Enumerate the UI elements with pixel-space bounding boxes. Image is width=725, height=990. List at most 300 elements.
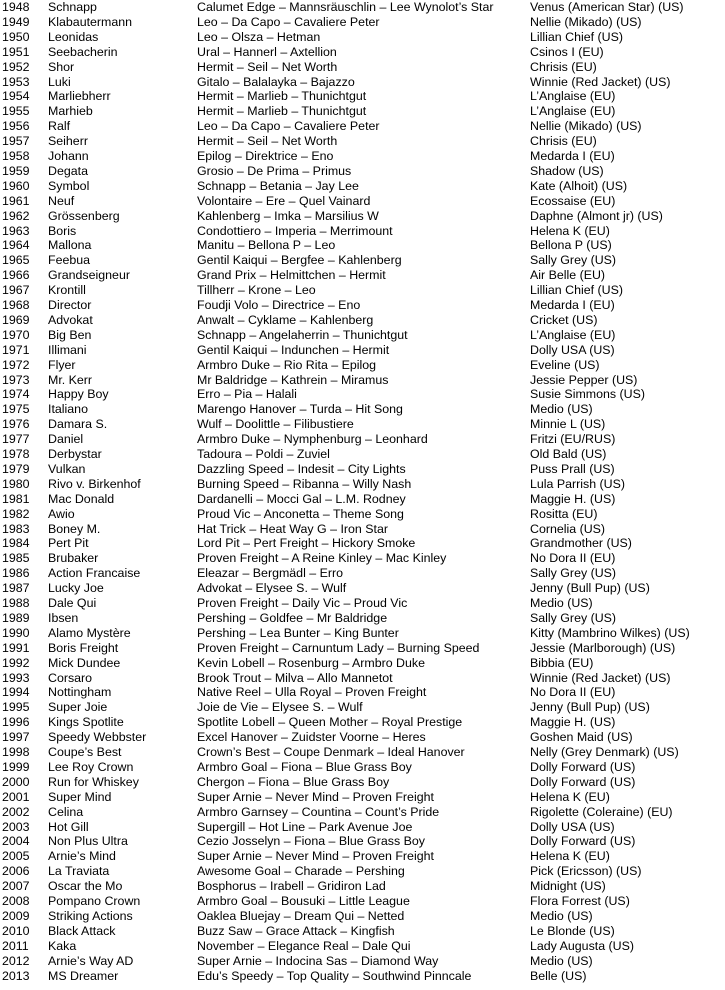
year-cell: 1963 xyxy=(2,223,30,238)
dam-line-cell: Kitty (Mambrino Wilkes) (US) xyxy=(530,625,690,640)
dam-line-cell: Maggie H. (US) xyxy=(530,715,616,730)
dam-line-cell: Jessie Pepper (US) xyxy=(530,372,638,387)
horse-name-cell: Leonidas xyxy=(48,29,99,44)
horse-name-cell: Non Plus Ultra xyxy=(48,834,128,849)
dam-line-cell: No Dora II (EU) xyxy=(530,685,616,700)
year-cell: 1989 xyxy=(2,610,30,625)
year-cell: 1970 xyxy=(2,327,30,342)
year-cell: 1976 xyxy=(2,417,30,432)
horse-name-cell: Marliebherr xyxy=(48,89,111,104)
horse-name-cell: Kings Spotlite xyxy=(48,715,124,730)
dam-line-cell: Le Blonde (US) xyxy=(530,923,615,938)
year-cell: 1949 xyxy=(2,14,30,29)
pedigree-cell: Super Arnie – Never Mind – Proven Freight xyxy=(197,789,434,804)
year-cell: 1972 xyxy=(2,357,30,372)
table-row xyxy=(0,685,725,700)
year-cell: 1990 xyxy=(2,625,30,640)
horse-name-cell: Kaka xyxy=(48,938,77,953)
horse-name-cell: Lucky Joe xyxy=(48,581,104,596)
horse-name-cell: Boris Freight xyxy=(48,640,119,655)
horse-name-cell: Awio xyxy=(48,506,75,521)
dam-line-cell: Ecossaise (EU) xyxy=(530,193,616,208)
dam-line-cell: Nellie (Mikado) (US) xyxy=(530,119,642,134)
pedigree-cell: Foudji Volo – Directrice – Eno xyxy=(197,298,361,312)
year-cell: 1994 xyxy=(2,685,30,700)
year-cell: 2012 xyxy=(2,953,30,968)
table-row xyxy=(0,134,725,149)
horse-name-cell: La Traviata xyxy=(48,864,110,879)
year-cell: 1979 xyxy=(2,461,30,476)
pedigree-cell: Grand Prix – Helmittchen – Hermit xyxy=(197,268,386,283)
pedigree-cell: Kahlenberg – Imka – Marsilius W xyxy=(197,208,379,223)
dam-line-cell: L’Anglaise (EU) xyxy=(530,327,616,342)
pedigree-cell: Armbro Duke – Nymphenburg – Leonhard xyxy=(197,432,428,447)
horse-name-cell: Hot Gill xyxy=(48,819,89,834)
pedigree-cell: Joie de Vie – Elysee S. – Wulf xyxy=(197,700,363,715)
horse-name-cell: Vulkan xyxy=(48,461,86,476)
table-row xyxy=(0,298,725,313)
pedigree-cell: Pershing – Goldfee – Mr Baldridge xyxy=(197,610,388,625)
table-row xyxy=(0,522,725,537)
dam-line-cell: Dolly USA (US) xyxy=(530,819,615,834)
table-row xyxy=(0,954,725,969)
dam-line-cell: Susie Simmons (US) xyxy=(530,387,645,402)
horse-name-cell: Celina xyxy=(48,804,84,819)
table-row xyxy=(0,760,725,775)
pedigree-cell: Gitalo – Balalayka – Bajazzo xyxy=(197,74,355,89)
year-cell: 1981 xyxy=(2,491,30,506)
dam-line-cell: Nelly (Grey Denmark) (US) xyxy=(530,745,679,759)
horse-name-cell: Corsaro xyxy=(48,670,93,685)
dam-line-cell: Dolly Forward (US) xyxy=(530,774,636,789)
table-row xyxy=(0,30,725,45)
horse-name-cell: Mallona xyxy=(48,238,92,253)
pedigree-cell: Condottiero – Imperia – Merrimount xyxy=(197,223,393,238)
dam-line-cell: Sally Grey (US) xyxy=(530,610,617,625)
table-row xyxy=(0,879,725,894)
year-cell: 1997 xyxy=(2,730,30,745)
pedigree-cell: Awesome Goal – Charade – Pershing xyxy=(197,864,405,879)
pedigree-cell: Edu’s Speedy – Top Quality – Southwind Pinncale xyxy=(197,968,472,983)
horse-name-cell: Damara S. xyxy=(48,417,108,432)
table-row xyxy=(0,358,725,373)
dam-line-cell: Helena K (EU) xyxy=(530,223,610,238)
table-row xyxy=(0,209,725,224)
table-row xyxy=(0,834,725,849)
horse-name-cell: Lee Roy Crown xyxy=(48,759,134,774)
horse-name-cell: Luki xyxy=(48,74,71,89)
year-cell: 1957 xyxy=(2,134,30,149)
dam-line-cell: Venus (American Star) (US) xyxy=(530,0,684,14)
pedigree-cell: Lord Pit – Pert Freight – Hickory Smoke xyxy=(197,536,416,551)
horse-name-cell: Klabautermann xyxy=(48,14,133,29)
horse-name-cell: Grössenberg xyxy=(48,208,120,223)
dam-line-cell: Dolly Forward (US) xyxy=(530,834,636,849)
pedigree-cell: Leo – Olsza – Hetman xyxy=(197,29,321,44)
horse-name-cell: Advokat xyxy=(48,312,93,327)
year-cell: 1964 xyxy=(2,238,30,253)
table-row xyxy=(0,402,725,417)
table-row xyxy=(0,656,725,671)
table-row xyxy=(0,164,725,179)
table-row xyxy=(0,969,725,984)
horse-name-cell: Flyer xyxy=(48,357,76,372)
horse-name-cell: Director xyxy=(48,298,92,312)
table-row xyxy=(0,805,725,820)
pedigree-cell: Armbro Goal – Fiona – Blue Grass Boy xyxy=(197,759,412,774)
pedigree-cell: Hermit – Seil – Net Worth xyxy=(197,134,338,149)
pedigree-cell: Grosio – De Prima – Primus xyxy=(197,163,352,178)
pedigree-cell: Supergill – Hot Line – Park Avenue Joe xyxy=(197,819,413,834)
dam-line-cell: Fritzi (EU/RUS) xyxy=(530,432,616,447)
table-row xyxy=(0,566,725,581)
pedigree-cell: Proven Freight – A Reine Kinley – Mac Kinley xyxy=(197,551,447,566)
dam-line-cell: Winnie (Red Jacket) (US) xyxy=(530,74,671,89)
table-row xyxy=(0,775,725,790)
pedigree-cell: Chergon – Fiona – Blue Grass Boy xyxy=(197,774,390,789)
dam-line-cell: Pick (Ericsson) (US) xyxy=(530,864,642,879)
dam-line-cell: Flora Forrest (US) xyxy=(530,894,630,908)
table-row xyxy=(0,75,725,90)
year-cell: 2000 xyxy=(2,774,30,789)
horse-name-cell: Arnie’s Mind xyxy=(48,849,116,864)
pedigree-cell: Oaklea Bluejay – Dream Qui – Netted xyxy=(197,908,405,923)
pedigree-cell: Armbro Goal – Bousuki – Little League xyxy=(197,894,410,908)
table-row xyxy=(0,328,725,343)
year-cell: 1975 xyxy=(2,402,30,417)
dam-line-cell: Eveline (US) xyxy=(530,357,600,372)
table-row xyxy=(0,119,725,134)
pedigree-cell: Burning Speed – Ribanna – Willy Nash xyxy=(197,476,412,491)
dam-line-cell: Minnie L (US) xyxy=(530,417,606,432)
year-cell: 2009 xyxy=(2,908,30,923)
pedigree-cell: Manitu – Bellona P – Leo xyxy=(197,238,336,253)
pedigree-cell: Volontaire – Ere – Quel Vainard xyxy=(197,193,371,208)
dam-line-cell: Bellona P (US) xyxy=(530,238,612,253)
pedigree-cell: Super Arnie – Never Mind – Proven Freight xyxy=(197,849,434,864)
year-cell: 1984 xyxy=(2,536,30,551)
pedigree-cell: Dazzling Speed – Indesit – City Lights xyxy=(197,461,406,476)
year-cell: 1974 xyxy=(2,387,30,402)
dam-line-cell: Helena K (EU) xyxy=(530,849,610,864)
dam-line-cell: L’Anglaise (EU) xyxy=(530,89,616,104)
pedigree-cell: Cezio Josselyn – Fiona – Blue Grass Boy xyxy=(197,834,425,849)
year-cell: 1967 xyxy=(2,283,30,298)
table-row xyxy=(0,641,725,656)
dam-line-cell: L’Anglaise (EU) xyxy=(530,104,616,119)
pedigree-cell: Tadoura – Poldi – Zuviel xyxy=(197,447,330,461)
year-cell: 1986 xyxy=(2,566,30,581)
dam-line-cell: Lula Parrish (US) xyxy=(530,476,626,491)
horse-name-cell: Krontill xyxy=(48,283,86,298)
pedigree-cell: Armbro Garnsey – Countina – Count’s Pride xyxy=(197,804,440,819)
pedigree-cell: Super Arnie – Indocina Sas – Diamond Way xyxy=(197,953,439,968)
table-row xyxy=(0,626,725,641)
horse-name-cell: Shor xyxy=(48,59,75,74)
year-cell: 1948 xyxy=(2,0,30,14)
horse-name-cell: Nottingham xyxy=(48,685,112,700)
horse-name-cell: Boris xyxy=(48,223,77,238)
horse-name-cell: Degata xyxy=(48,163,88,178)
horse-name-cell: Ibsen xyxy=(48,610,79,625)
pedigree-cell: Calumet Edge – Mannsräuschlin – Lee Wynolot’s Star xyxy=(197,0,494,14)
dam-line-cell: Winnie (Red Jacket) (US) xyxy=(530,670,671,685)
table-row xyxy=(0,343,725,358)
year-cell: 1958 xyxy=(2,149,30,163)
table-row xyxy=(0,894,725,909)
dam-line-cell: Jenny (Bull Pup) (US) xyxy=(530,581,650,596)
pedigree-cell: Wulf – Doolittle – Filibustiere xyxy=(197,417,354,432)
dam-line-cell: Medarda I (EU) xyxy=(530,149,615,163)
horse-name-cell: Black Attack xyxy=(48,923,116,938)
horse-name-cell: Daniel xyxy=(48,432,84,447)
year-cell: 1991 xyxy=(2,640,30,655)
year-cell: 1955 xyxy=(2,104,30,119)
year-cell: 1953 xyxy=(2,74,30,89)
horse-name-cell: MS Dreamer xyxy=(48,968,119,983)
pedigree-cell: Hermit – Marlieb – Thunichtgut xyxy=(197,89,367,104)
dam-line-cell: Lady Augusta (US) xyxy=(530,938,635,953)
dam-line-cell: Lillian Chief (US) xyxy=(530,29,623,44)
table-row xyxy=(0,89,725,104)
horse-name-cell: Striking Actions xyxy=(48,908,133,923)
pedigree-cell: Kevin Lobell – Rosenburg – Armbro Duke xyxy=(197,655,425,670)
dam-line-cell: Dolly USA (US) xyxy=(530,342,615,357)
horse-name-cell: Coupe’s Best xyxy=(48,745,122,759)
dam-line-cell: Grandmother (US) xyxy=(530,536,632,551)
table-row xyxy=(0,715,725,730)
year-cell: 2013 xyxy=(2,968,30,983)
pedigree-cell: Mr Baldridge – Kathrein – Miramus xyxy=(197,372,389,387)
year-cell: 1971 xyxy=(2,342,30,357)
dam-line-cell: Goshen Maid (US) xyxy=(530,730,633,745)
pedigree-cell: Erro – Pia – Halali xyxy=(197,387,297,402)
horse-name-cell: Feebua xyxy=(48,253,91,268)
dam-line-cell: Bibbia (EU) xyxy=(530,655,594,670)
dam-line-cell: Shadow (US) xyxy=(530,163,604,178)
year-cell: 1985 xyxy=(2,551,30,566)
table-row xyxy=(0,581,725,596)
table-row xyxy=(0,447,725,462)
table-row xyxy=(0,238,725,253)
dam-line-cell: Medio (US) xyxy=(530,402,593,417)
year-cell: 1977 xyxy=(2,432,30,447)
horse-name-cell: Speedy Webbster xyxy=(48,730,147,745)
dam-line-cell: Lillian Chief (US) xyxy=(530,283,623,298)
year-cell: 1969 xyxy=(2,312,30,327)
year-cell: 2005 xyxy=(2,849,30,864)
table-row xyxy=(0,730,725,745)
year-cell: 1951 xyxy=(2,44,30,59)
horse-name-cell: Seebacherin xyxy=(48,44,118,59)
year-cell: 1987 xyxy=(2,581,30,596)
pedigree-cell: Proven Freight – Carnuntum Lady – Burning Speed xyxy=(197,640,480,655)
dam-line-cell: Nellie (Mikado) (US) xyxy=(530,14,642,29)
table-row xyxy=(0,596,725,611)
pedigree-cell: Dardanelli – Mocci Gal – L.M. Rodney xyxy=(197,491,406,506)
dam-line-cell: Cricket (US) xyxy=(530,312,598,327)
pedigree-cell: Marengo Hanover – Turda – Hit Song xyxy=(197,402,403,417)
dam-line-cell: Chrisis (EU) xyxy=(530,59,597,74)
pedigree-cell: Brook Trout – Milva – Allo Mannetot xyxy=(197,670,393,685)
year-cell: 1962 xyxy=(2,208,30,223)
horse-name-cell: Happy Boy xyxy=(48,387,109,402)
pedigree-cell: Advokat – Elysee S. – Wulf xyxy=(197,581,347,596)
year-cell: 1950 xyxy=(2,29,30,44)
dam-line-cell: Daphne (Almont jr) (US) xyxy=(530,208,663,223)
table-row xyxy=(0,268,725,283)
pedigree-cell: Hermit – Marlieb – Thunichtgut xyxy=(197,104,367,119)
year-cell: 1992 xyxy=(2,655,30,670)
table-row xyxy=(0,939,725,954)
horse-name-cell: Dale Qui xyxy=(48,596,97,610)
horse-name-cell: Oscar the Mo xyxy=(48,879,123,894)
year-cell: 2004 xyxy=(2,834,30,849)
pedigree-cell: Ural – Hannerl – Axtellion xyxy=(197,44,337,59)
table-row xyxy=(0,283,725,298)
horse-name-cell: Mac Donald xyxy=(48,491,115,506)
pedigree-cell: Epilog – Direktrice – Eno xyxy=(197,149,334,163)
year-cell: 1982 xyxy=(2,506,30,521)
table-row xyxy=(0,909,725,924)
dam-line-cell: Air Belle (EU) xyxy=(530,268,606,283)
table-row xyxy=(0,551,725,566)
horse-name-cell: Big Ben xyxy=(48,327,92,342)
table-row xyxy=(0,417,725,432)
dam-line-cell: Medarda I (EU) xyxy=(530,298,615,312)
year-cell: 1968 xyxy=(2,298,30,312)
pedigree-cell: November – Elegance Real – Dale Qui xyxy=(197,938,411,953)
table-row xyxy=(0,104,725,119)
pedigree-cell: Tillherr – Krone – Leo xyxy=(197,283,316,298)
table-row xyxy=(0,536,725,551)
year-cell: 1961 xyxy=(2,193,30,208)
pedigree-cell: Schnapp – Angelaherrin – Thunichtgut xyxy=(197,327,408,342)
horse-name-cell: Super Joie xyxy=(48,700,108,715)
horse-name-cell: Action Francaise xyxy=(48,566,141,581)
table-row xyxy=(0,15,725,30)
pedigree-cell: Spotlite Lobell – Queen Mother – Royal Prestige xyxy=(197,715,463,730)
horse-name-cell: Boney M. xyxy=(48,521,101,536)
dam-line-cell: Maggie H. (US) xyxy=(530,491,616,506)
pedigree-cell: Excel Hanover – Zuidster Voorne – Heres xyxy=(197,730,426,745)
pedigree-cell: Proud Vic – Anconetta – Theme Song xyxy=(197,506,404,521)
table-row xyxy=(0,432,725,447)
horse-name-cell: Mr. Kerr xyxy=(48,372,93,387)
pedigree-cell: Anwalt – Cyklame – Kahlenberg xyxy=(197,312,374,327)
table-row xyxy=(0,671,725,686)
horse-name-cell: Pompano Crown xyxy=(48,894,141,908)
horse-name-cell: Illimani xyxy=(48,342,87,357)
dam-line-cell: Helena K (EU) xyxy=(530,789,610,804)
year-cell: 1993 xyxy=(2,670,30,685)
pedigree-cell: Schnapp – Betania – Jay Lee xyxy=(197,178,359,193)
dam-line-cell: Rositta (EU) xyxy=(530,506,598,521)
table-row xyxy=(0,149,725,164)
horse-name-cell: Alamo Mystère xyxy=(48,625,131,640)
pedigree-cell: Gentil Kaiqui – Bergfee – Kahlenberg xyxy=(197,253,402,268)
horse-name-cell: Symbol xyxy=(48,178,90,193)
year-cell: 1973 xyxy=(2,372,30,387)
year-cell: 1998 xyxy=(2,745,30,759)
table-row xyxy=(0,507,725,522)
table-row xyxy=(0,864,725,879)
dam-line-cell: Csinos I (EU) xyxy=(530,44,604,59)
table-row xyxy=(0,477,725,492)
pedigree-cell: Leo – Da Capo – Cavaliere Peter xyxy=(197,119,380,134)
pedigree-cell: Gentil Kaiqui – Indunchen – Hermit xyxy=(197,342,390,357)
table-row xyxy=(0,373,725,388)
horse-name-cell: Seiherr xyxy=(48,134,88,149)
dam-line-cell: Kate (Alhoit) (US) xyxy=(530,178,628,193)
table-row xyxy=(0,790,725,805)
horse-name-cell: Super Mind xyxy=(48,789,112,804)
year-cell: 1954 xyxy=(2,89,30,104)
dam-line-cell: Belle (US) xyxy=(530,968,587,983)
dam-line-cell: Sally Grey (US) xyxy=(530,566,617,581)
year-cell: 2006 xyxy=(2,864,30,879)
dam-line-cell: Rigolette (Coleraine) (EU) xyxy=(530,804,673,819)
table-row xyxy=(0,194,725,209)
year-cell: 1983 xyxy=(2,521,30,536)
year-cell: 2011 xyxy=(2,938,29,953)
table-row xyxy=(0,462,725,477)
horse-name-cell: Marhieb xyxy=(48,104,93,119)
table-row xyxy=(0,849,725,864)
year-cell: 1996 xyxy=(2,715,30,730)
horse-name-cell: Italiano xyxy=(48,402,88,417)
year-cell: 1966 xyxy=(2,268,30,283)
dam-line-cell: Medio (US) xyxy=(530,596,593,610)
table-row xyxy=(0,253,725,268)
table-row xyxy=(0,611,725,626)
table-row xyxy=(0,45,725,60)
year-cell: 2001 xyxy=(2,789,30,804)
table-row xyxy=(0,224,725,239)
year-cell: 1956 xyxy=(2,119,30,134)
horse-name-cell: Johann xyxy=(48,149,89,163)
horse-name-cell: Schnapp xyxy=(48,0,97,14)
table-row xyxy=(0,700,725,715)
pedigree-cell: Leo – Da Capo – Cavaliere Peter xyxy=(197,14,380,29)
year-cell: 2007 xyxy=(2,879,30,894)
dam-line-cell: Cornelia (US) xyxy=(530,521,606,536)
horse-name-cell: Neuf xyxy=(48,193,75,208)
horse-name-cell: Derbystar xyxy=(48,447,102,461)
dam-line-cell: Midnight (US) xyxy=(530,879,606,894)
pedigree-cell: Crown’s Best – Coupe Denmark – Ideal Hanover xyxy=(197,745,465,759)
year-cell: 2008 xyxy=(2,894,30,908)
dam-line-cell: Medio (US) xyxy=(530,953,593,968)
dam-line-cell: Old Bald (US) xyxy=(530,447,607,461)
year-cell: 1960 xyxy=(2,178,30,193)
horse-name-cell: Grandseigneur xyxy=(48,268,130,283)
table-row xyxy=(0,179,725,194)
horse-name-cell: Pert Pit xyxy=(48,536,89,551)
table-row xyxy=(0,820,725,835)
table-row xyxy=(0,387,725,402)
year-cell: 1959 xyxy=(2,163,30,178)
dam-line-cell: No Dora II (EU) xyxy=(530,551,616,566)
pedigree-cell: Hermit – Seil – Net Worth xyxy=(197,59,338,74)
dam-line-cell: Sally Grey (US) xyxy=(530,253,617,268)
dam-line-cell: Jenny (Bull Pup) (US) xyxy=(530,700,650,715)
dam-line-cell: Jessie (Marlborough) (US) xyxy=(530,640,676,655)
horse-name-cell: Run for Whiskey xyxy=(48,774,139,789)
year-cell: 2003 xyxy=(2,819,30,834)
dam-line-cell: Chrisis (EU) xyxy=(530,134,597,149)
year-cell: 2010 xyxy=(2,923,30,938)
